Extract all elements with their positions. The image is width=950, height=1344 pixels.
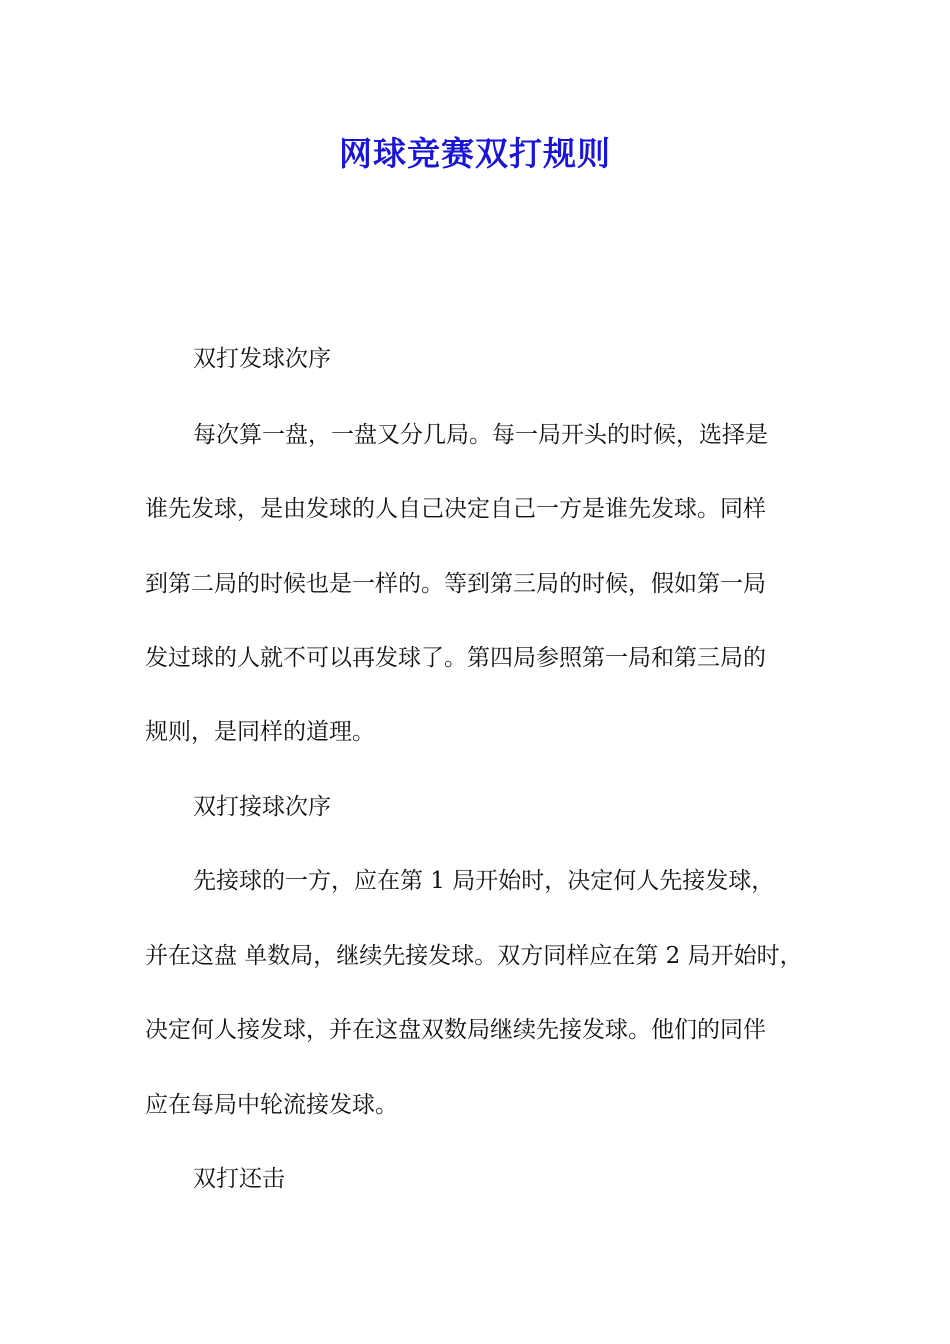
section-heading-serve-order: 双打发球次序 [193, 346, 331, 372]
paragraph-line: 每次算一盘，一盘又分几局。每一局开头的时候，选择是 [193, 422, 768, 448]
paragraph-line: 并在这盘 单数局，继续先接发球。双方同样应在第 2 局开始时， [145, 943, 803, 969]
document-title: 网球竞赛双打规则 [339, 134, 611, 173]
paragraph-line: 谁先发球，是由发球的人自己决定自己一方是谁先发球。同样 [145, 496, 766, 522]
paragraph-line: 决定何人接发球，并在这盘双数局继续先接发球。他们的同伴 [145, 1017, 766, 1043]
paragraph-line: 到第二局的时候也是一样的。等到第三局的时候，假如第一局 [145, 571, 766, 597]
paragraph-line: 应在每局中轮流接发球。 [145, 1092, 398, 1118]
paragraph-line: 规则，是同样的道理。 [145, 719, 375, 745]
section-heading-doubles-return: 双打还击 [193, 1166, 285, 1192]
paragraph-line: 先接球的一方，应在第 1 局开始时，决定何人先接发球， [193, 868, 775, 894]
section-heading-receive-order: 双打接球次序 [193, 794, 331, 820]
paragraph-line: 发过球的人就不可以再发球了。第四局参照第一局和第三局的 [145, 645, 766, 671]
